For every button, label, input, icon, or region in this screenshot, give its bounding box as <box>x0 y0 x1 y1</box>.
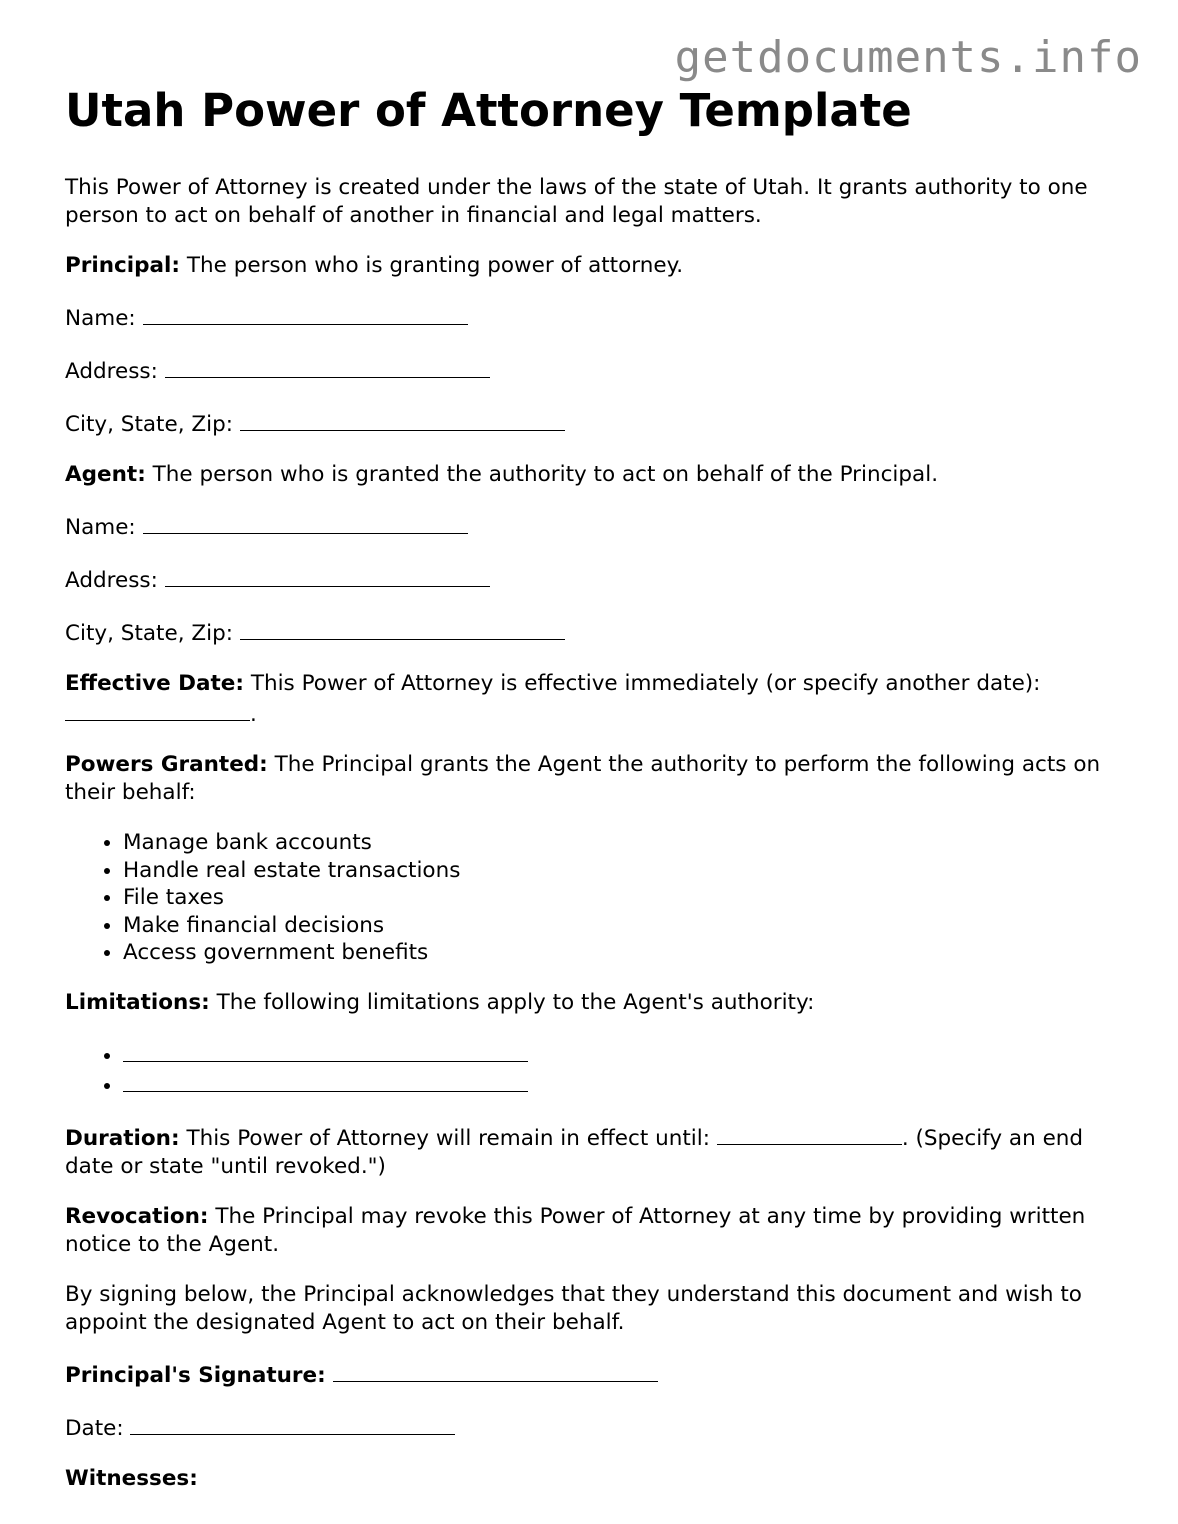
duration-text-before: This Power of Attorney will remain in effect until: <box>186 1125 710 1151</box>
agent-city-row <box>65 617 1125 648</box>
principal-city-label: City, State, Zip: <box>65 412 233 437</box>
signature-label: Principal's Signature: <box>65 1362 326 1388</box>
effective-date-suffix: . <box>250 702 257 727</box>
principal-section <box>65 252 1125 280</box>
revocation-section <box>65 1203 1125 1259</box>
signature-row <box>65 1359 1125 1390</box>
agent-name-field[interactable] <box>143 511 468 534</box>
principal-name-field[interactable] <box>143 302 468 325</box>
limitations-section <box>65 989 1125 1017</box>
agent-name-row <box>65 511 1125 542</box>
list-item <box>123 1069 1125 1100</box>
limitations-label: Limitations: <box>65 989 210 1015</box>
document-title: Utah Power of Attorney Template <box>65 84 912 137</box>
effective-date-text: This Power of Attorney is effective immediately (or specify another date): <box>250 671 1041 696</box>
powers-text: The Principal grants the Agent the authority to perform the following acts on their behalf: <box>65 752 1101 805</box>
principal-address-field[interactable] <box>165 355 490 378</box>
powers-list <box>65 829 1125 967</box>
list-item: • Handle real estate transactions <box>123 857 1125 885</box>
duration-label: Duration: <box>65 1125 180 1151</box>
watermark: getdocuments.info <box>674 32 1142 83</box>
agent-address-field[interactable] <box>165 564 490 587</box>
signature-field[interactable] <box>333 1359 658 1382</box>
powers-section <box>65 751 1125 807</box>
revocation-label: Revocation: <box>65 1203 209 1229</box>
agent-section <box>65 461 1125 489</box>
list-item: • Access government benefits <box>123 939 1125 967</box>
agent-city-field[interactable] <box>240 617 565 640</box>
document-page <box>65 84 1125 1515</box>
date-label: Date: <box>65 1415 124 1441</box>
agent-name-label: Name: <box>65 515 136 540</box>
date-row <box>65 1412 1125 1443</box>
list-item: • Manage bank accounts <box>123 829 1125 857</box>
witnesses-heading <box>65 1465 1125 1493</box>
effective-date-field[interactable] <box>65 698 250 721</box>
principal-name-label: Name: <box>65 306 136 331</box>
revocation-text: The Principal may revoke this Power of Attorney at any time by providing written notice to the Agent. <box>65 1203 1086 1257</box>
agent-address-row <box>65 564 1125 595</box>
limitations-text: The following limitations apply to the Agent's authority: <box>216 989 815 1015</box>
acknowledgement-paragraph: By signing below, the Principal acknowledges that they understand this document and wish to appoint the designated Agent to act on their behalf. <box>65 1281 1082 1335</box>
agent-description: The person who is granted the authority to act on behalf of the Principal. <box>152 462 939 487</box>
date-field[interactable] <box>130 1412 455 1435</box>
limitations-list <box>65 1039 1125 1100</box>
principal-address-label: Address: <box>65 359 158 384</box>
principal-address-row <box>65 355 1125 386</box>
agent-address-label: Address: <box>65 568 158 593</box>
duration-field[interactable] <box>717 1122 902 1145</box>
duration-text-after: . (Specify an end date or state "until revoked.") <box>65 1125 1084 1179</box>
agent-label: Agent: <box>65 462 146 487</box>
limitation-field-2[interactable] <box>123 1069 528 1092</box>
agent-city-label: City, State, Zip: <box>65 621 233 646</box>
effective-date-section <box>65 670 1125 729</box>
principal-label: Principal: <box>65 253 181 278</box>
powers-label: Powers Granted: <box>65 752 268 777</box>
list-item: • Make financial decisions <box>123 912 1125 940</box>
principal-city-row <box>65 408 1125 439</box>
list-item <box>123 1039 1125 1070</box>
limitation-field-1[interactable] <box>123 1039 528 1062</box>
witnesses-label: Witnesses: <box>65 1465 198 1491</box>
list-item: • File taxes <box>123 884 1125 912</box>
principal-city-field[interactable] <box>240 408 565 431</box>
effective-date-label: Effective Date: <box>65 671 244 696</box>
principal-name-row <box>65 302 1125 333</box>
intro-paragraph: This Power of Attorney is created under the laws of the state of Utah. It grants authority to one person to act on behalf of another in financial and legal matters. <box>65 175 1088 228</box>
principal-description: The person who is granting power of attorney. <box>186 253 684 278</box>
duration-section <box>65 1122 1125 1181</box>
